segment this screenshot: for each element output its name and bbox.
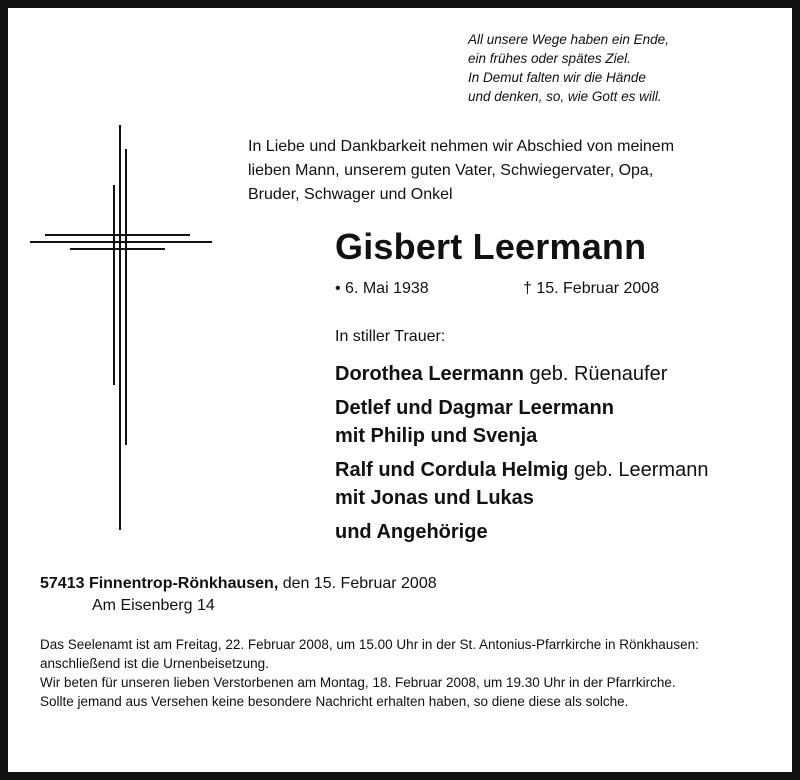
mourner-children: mit Philip und Svenja — [335, 425, 538, 447]
service-notice — [40, 635, 780, 711]
mourner-entry — [335, 456, 785, 512]
mourning-label: In stiller Trauer: — [335, 328, 446, 345]
poem — [468, 30, 768, 106]
poem-line: ein frühes oder spätes Ziel. — [468, 51, 631, 66]
poem-line: und denken, so, wie Gott es will. — [468, 89, 662, 104]
deceased-name: Gisbert Leermann — [335, 226, 647, 267]
intro-line: lieben Mann, unserem guten Vater, Schwiegervater, Opa, — [248, 162, 654, 179]
intro-line: In Liebe und Dankbarkeit nehmen wir Abschied von meinem — [248, 138, 675, 155]
poem-line: All unsere Wege haben ein Ende, — [468, 32, 669, 47]
poem-line: In Demut falten wir die Hände — [468, 70, 646, 85]
maiden-name: geb. Rüenaufer — [529, 363, 668, 385]
mourner-name: Detlef und Dagmar Leermann — [335, 397, 614, 419]
intro-line: Bruder, Schwager und Onkel — [248, 186, 453, 203]
notice-paragraph: Sollte jemand aus Versehen keine besondere Nachricht erhalten haben, so diene diese als solche. — [40, 694, 629, 709]
address-block — [40, 573, 437, 617]
death-date: † 15. Februar 2008 — [523, 280, 660, 297]
notice-paragraph: Wir beten für unseren lieben Verstorbenen am Montag, 18. Februar 2008, um 19.30 Uhr in der Pfarrkirche. — [40, 675, 676, 690]
relatives: und Angehörige — [335, 521, 488, 543]
cross-icon — [30, 125, 215, 535]
place-date: den 15. Februar 2008 — [282, 575, 437, 592]
mourners-list — [335, 360, 785, 552]
notice-paragraph: Das Seelenamt ist am Freitag, 22. Februar 2008, um 15.00 Uhr in der St. Antonius-Pfarrkirche in Rönkhausen: anschließend ist die Urnenbeisetzung. — [40, 637, 699, 671]
mourner-entry — [335, 518, 785, 546]
place-street: Am Eisenberg 14 — [92, 597, 215, 614]
intro-text — [248, 135, 778, 207]
mourner-name: Dorothea Leermann — [335, 363, 524, 385]
birth-date: • 6. Mai 1938 — [335, 280, 429, 297]
mourner-entry — [335, 360, 785, 388]
mourner-entry — [335, 394, 785, 450]
mourner-name: Ralf und Cordula Helmig — [335, 459, 569, 481]
mourner-children: mit Jonas und Lukas — [335, 487, 534, 509]
place-city: 57413 Finnentrop-Rönkhausen, — [40, 575, 279, 592]
maiden-name: geb. Leermann — [573, 459, 709, 481]
